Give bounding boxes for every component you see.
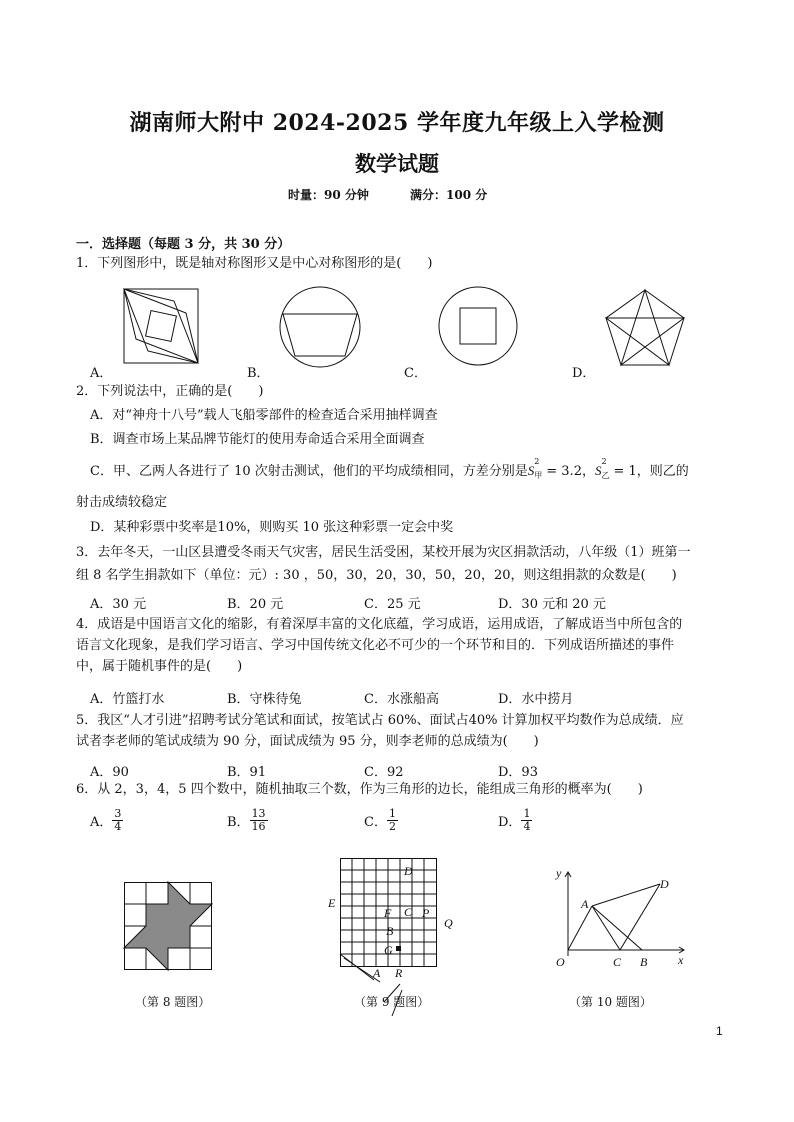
- fig10-label-y: y: [556, 866, 562, 880]
- q1-figure-a: [123, 288, 199, 364]
- q3-line1: 3．去年冬天，一山区县遭受冬雨天气灾害，居民生活受困，某校开展为灾区捐款活动，八年级（1）班第一: [76, 545, 691, 560]
- variance-sub-yi: 乙: [601, 471, 610, 480]
- q6-fraction-c-den: 2: [388, 819, 396, 833]
- fig9-label-q: Q: [444, 916, 453, 930]
- q5-option-a[interactable]: A．90: [90, 765, 129, 780]
- fig9-label-d: D: [404, 864, 413, 878]
- q6-fraction-a-den: 4: [114, 819, 122, 833]
- q4-option-c[interactable]: C．水涨船高: [364, 692, 439, 707]
- page-subtitle: 数学试题: [355, 151, 439, 176]
- q5-line2: 试者李老师的笔试成绩为 90 分，面试成绩为 95 分，则李老师的总成绩为( ): [76, 734, 539, 749]
- fig9-label-r: R: [395, 966, 403, 980]
- fig10-label-o: O: [556, 955, 565, 969]
- q2-stem: 2．下列说法中，正确的是( ): [76, 384, 264, 399]
- figure-8-caption: （第 8 题图）: [135, 995, 211, 1009]
- q6-fraction-d-den: 4: [523, 819, 531, 833]
- q5-option-b[interactable]: B．91: [227, 765, 267, 780]
- q1-figure-c: [438, 286, 518, 366]
- fig10-label-c: C: [613, 955, 622, 969]
- q4-line2: 语言文化现象，是我们学习语言、学习中国传统文化必不可少的一个环节和目的．下列成语所描述的事件: [76, 638, 675, 653]
- q4-option-a[interactable]: A．竹篮打水: [90, 692, 165, 707]
- q6-option-d-label: D．: [498, 814, 522, 830]
- variance-s-yi: S: [594, 463, 602, 478]
- q6-fraction-a-num: 3: [114, 807, 122, 820]
- exam-time: 时量：90 分钟: [288, 188, 369, 202]
- q1-option-b[interactable]: B．: [247, 366, 270, 381]
- figure-8: [124, 882, 212, 970]
- fig9-label-g: G: [384, 943, 393, 957]
- q6-option-b[interactable]: [227, 808, 268, 832]
- fig9-label-a: A: [373, 966, 381, 980]
- q2-option-c[interactable]: [90, 457, 689, 480]
- fig9-label-b: B: [386, 924, 394, 938]
- q6-option-a-label: A．: [90, 814, 113, 830]
- q2-option-b[interactable]: B．调查市场上某品牌节能灯的使用寿命适合采用全面调查: [90, 432, 425, 447]
- q4-option-d[interactable]: D．水中捞月: [498, 692, 574, 707]
- variance-separator: ，: [581, 464, 595, 479]
- figure-9-caption: （第 9 题图）: [354, 995, 430, 1009]
- q3-option-c[interactable]: C．25 元: [364, 597, 421, 612]
- fig9-label-c: C: [404, 905, 413, 919]
- variance-value-jia: = 3.2: [546, 464, 582, 479]
- q1-figure-d: [604, 288, 686, 368]
- q6-fraction-b-den: 16: [251, 819, 266, 833]
- variance-value-yi: = 1: [613, 464, 637, 479]
- q1-figure-b: [279, 286, 361, 368]
- page-title: 湖南师大附中 2024-2025 学年度九年级上入学检测: [129, 110, 665, 136]
- q4-line1: 4．成语是中国语言文化的缩影，有着深厚丰富的文化底蕴，学习成语，运用成语，了解成语当中所包含的: [76, 617, 683, 632]
- q6-option-c[interactable]: [364, 808, 398, 832]
- fig9-label-f: F: [384, 906, 392, 920]
- fig9-label-e: E: [328, 896, 336, 910]
- fig9-label-p: P: [422, 906, 430, 920]
- q6-fraction-d-num: 1: [523, 807, 531, 820]
- variance-sup-jia: 2: [534, 457, 540, 466]
- section-heading: 一．选择题（每题 3 分，共 30 分）: [76, 237, 291, 252]
- q3-line2: 组 8 名学生捐款如下（单位：元）: 30 ，50，30，20，30，50，20，20，则这组捐款的众数是( ): [76, 568, 677, 583]
- q5-option-c[interactable]: C．92: [364, 765, 404, 780]
- q4-option-b[interactable]: B．守株待兔: [227, 692, 302, 707]
- q3-option-b[interactable]: B．20 元: [227, 597, 284, 612]
- q2-option-c-text: C．甲、乙两人各进行了 10 次射击测试，他们的平均成绩相同，方差分别是: [90, 464, 528, 479]
- fig10-label-a: A: [581, 897, 589, 911]
- q6-option-a[interactable]: [90, 808, 123, 832]
- full-score: 满分：100 分: [410, 188, 488, 202]
- q6-fraction-a: [112, 808, 123, 832]
- q2-option-d[interactable]: D．某种彩票中奖率是10%，则购买 10 张这种彩票一定会中奖: [90, 520, 454, 535]
- q1-option-c[interactable]: C．: [404, 366, 427, 381]
- q6-fraction-b: [250, 808, 268, 832]
- fig10-label-x: x: [678, 953, 684, 967]
- q6-fraction-c: [387, 808, 398, 832]
- q3-option-a[interactable]: A．30 元: [90, 597, 147, 612]
- q1-stem: 1．下列图形中，既是轴对称图形又是中心对称图形的是( ): [76, 256, 433, 271]
- q6-fraction-d: [521, 808, 532, 832]
- q1-option-a[interactable]: A．: [90, 366, 113, 381]
- fig10-label-b: B: [640, 955, 648, 969]
- q6-option-b-label: B．: [227, 814, 250, 830]
- q2-option-a[interactable]: A．对“神舟十八号”载人飞船零部件的检查适合采用抽样调查: [90, 408, 438, 423]
- q2-option-c-cont: 射击成绩较稳定: [76, 495, 168, 510]
- q4-line3: 中，属于随机事件的是( ): [76, 659, 243, 674]
- fig10-label-d: D: [660, 877, 669, 891]
- q3-option-d[interactable]: D．30 元和 20 元: [498, 597, 606, 612]
- q1-option-d[interactable]: D．: [572, 366, 596, 381]
- q2-option-c-tail: ，则乙的: [636, 464, 689, 479]
- q6-option-c-label: C．: [364, 814, 387, 830]
- q6-stem: 6．从 2，3，4，5 四个数中，随机抽取三个数，作为三角形的边长，能组成三角形的概率为( ): [76, 782, 643, 797]
- q6-option-d[interactable]: [498, 808, 532, 832]
- q5-option-d[interactable]: D．93: [498, 765, 538, 780]
- page-number: 1: [716, 1024, 723, 1038]
- q5-line1: 5．我区“人才引进”招聘考试分笔试和面试，按笔试占 60%、面试占40% 计算加权平均数作为总成绩．应: [76, 713, 684, 728]
- variance-sub-jia: 甲: [534, 471, 543, 480]
- q6-fraction-b-num: 13: [251, 807, 266, 820]
- variance-sup-yi: 2: [601, 457, 607, 466]
- figure-10-caption: （第 10 题图）: [569, 995, 652, 1009]
- variance-s-jia: S: [527, 463, 535, 478]
- q6-fraction-c-num: 1: [388, 807, 396, 820]
